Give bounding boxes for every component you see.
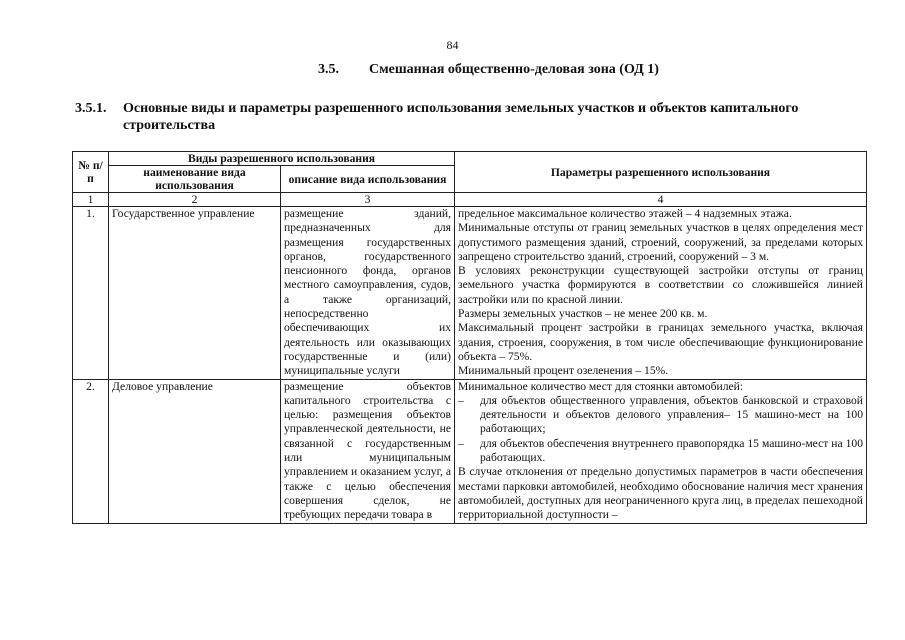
table-row [73, 379, 867, 523]
land-use-table [72, 151, 867, 524]
dash-marker: – [458, 436, 464, 450]
subsection-title: Основные виды и параметры разрешенного использования земельных участков и объектов капитального строительства [123, 101, 799, 133]
param-text: В условиях реконструкции существующей застройки отступы от границ земельного участка формируются в соответствии со сложившейся линией застройки или по красной линии. [458, 264, 863, 306]
param-text: предельное максимальное количество этажей – 4 надземных этажа. [458, 207, 792, 220]
header-params: Параметры разрешенного использования [455, 152, 867, 193]
dash-marker: – [458, 393, 464, 407]
row-kind-description: размещение объектов капитального строительства с целью: размещения объектов управленческой деятельности, не связанной с государственным или муниципальным управлением и оказанием услуг, а также с целью обеспечения совершения сделок, не требующих передачи товара в [281, 379, 455, 523]
section-number: 3.5. [318, 62, 339, 77]
row-kind-description: размещение зданий, предназначенных для размещения государственных органов, государственного пенсионного фонда, органов местного самоуправления, судов, а также организаций, непосредственно обеспечивающих их деятельность или оказывающих государственные и (или) муниципальные услуги [281, 207, 455, 380]
param-text: Минимальные отступы от границ земельных участков в целях определения мест допустимого размещения зданий, строений, сооружений, за пределами которых запрещено строительство зданий, строений, сооружений – 3 м. [458, 221, 863, 263]
header-kind-name: наименование вида использования [109, 166, 281, 193]
col-number: 1 [73, 193, 109, 207]
subsection-heading [75, 100, 865, 134]
page-number: 84 [446, 38, 459, 52]
subsection-number: 3.5.1. [75, 101, 107, 116]
col-number: 3 [281, 193, 455, 207]
row-kind-name: Государственное управление [109, 207, 281, 380]
header-kinds: Виды разрешенного использования [109, 152, 455, 166]
column-number-row [73, 193, 867, 207]
header-num: № п/п [73, 152, 109, 193]
param-text: Размеры земельных участков – не менее 200 кв. м. [458, 307, 708, 321]
bullet-text: для объектов обеспечения внутреннего правопорядка 15 машино-мест на 100 работающих. [480, 436, 863, 465]
param-bullet [458, 437, 863, 466]
param-text: Минимальный процент озеленения – 15%. [458, 364, 669, 378]
col-number: 4 [455, 193, 867, 207]
header-kind-desc: описание вида использования [281, 166, 455, 193]
param-text: Минимальное количество мест для стоянки автомобилей: [458, 379, 744, 393]
section-title: Смешанная общественно-деловая зона (ОД 1) [369, 62, 659, 77]
table-row [73, 207, 867, 380]
row-number: 2. [73, 379, 109, 523]
row-number: 1. [73, 207, 109, 380]
row-parameters [455, 207, 867, 380]
col-number: 2 [109, 193, 281, 207]
param-text: В случае отклонения от предельно допустимых параметров в части обеспечения местами парковки автомобилей, необходимо обоснование наличия мест хранения автомобилей, доступных для неограниченного круга лиц, в пределах пешеходной территориальной доступности – [458, 465, 863, 522]
row-kind-name: Деловое управление [109, 379, 281, 523]
row-parameters [455, 379, 867, 523]
param-bullet [458, 394, 863, 437]
bullet-text: для объектов общественного управления, объектов банковской и страховой деятельности и объектов делового управления– 15 машино-мест на 100 работающих; [480, 393, 863, 436]
param-text: Максимальный процент застройки в границах земельного участка, включая здания, строения, сооружения, в том числе обеспечивающие функционирование объекта – 75%. [458, 321, 863, 363]
